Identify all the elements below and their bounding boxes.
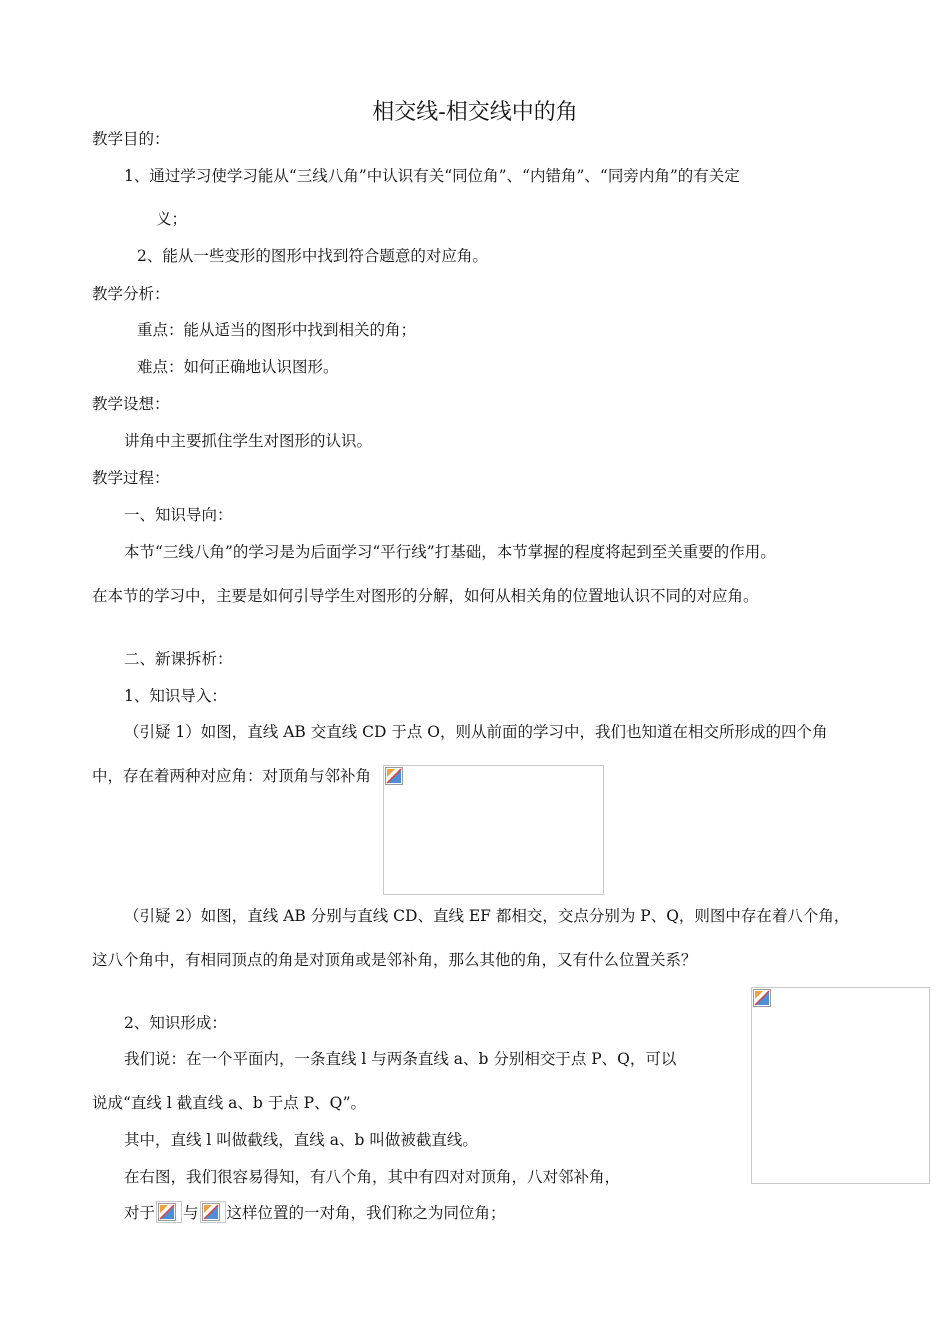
- objective-2: 2、能从一些变形的图形中找到符合题意的对应角。: [137, 247, 488, 265]
- sub1-heading: 1、知识导入：: [124, 687, 227, 705]
- page-title: 相交线-相交线中的角: [372, 100, 578, 125]
- design-heading: 教学设想：: [92, 395, 170, 413]
- formation-paragraph-1-line-1: 我们说：在一个平面内，一条直线 l 与两条直线 a、b 分别相交于点 P、Q，可以: [124, 1050, 677, 1068]
- formation-paragraph-1-line-2: 说成“直线 l 截直线 a、b 于点 P、Q”。: [92, 1094, 367, 1112]
- difficulty: 难点：如何正确地认识图形。: [137, 358, 339, 376]
- formation-p4-middle: 与: [183, 1204, 199, 1222]
- formation-paragraph-2: 其中，直线 l 叫做截线，直线 a、b 叫做被截直线。: [124, 1131, 478, 1149]
- part1-paragraph-line-1: 本节“三线八角”的学习是为后面学习“平行线”打基础，本节掌握的程度将起到至关重要的作用。: [124, 543, 776, 561]
- formation-paragraph-3: 在右图，我们很容易得知，有八个角，其中有四对对顶角，八对邻补角，: [124, 1168, 621, 1186]
- figure-transversal: [751, 987, 930, 1184]
- angle-2-image: [200, 1201, 226, 1223]
- question-2-line-1: （引疑 2）如图，直线 AB 分别与直线 CD、直线 EF 都相交，交点分别为 P、Q，则图中存在着八个角，: [124, 907, 850, 925]
- design-text: 讲角中主要抓住学生对图形的认识。: [124, 432, 373, 450]
- figure-intersecting-lines: [383, 765, 604, 895]
- broken-image-icon: [202, 1203, 220, 1221]
- sub2-heading: 2、知识形成：: [124, 1014, 227, 1032]
- formation-paragraph-4: [124, 1201, 506, 1225]
- part1-heading: 一、知识导向：: [124, 506, 233, 524]
- formation-p4-prefix: 对于: [124, 1204, 156, 1222]
- broken-image-icon: [385, 767, 403, 785]
- angle-1-image: [156, 1201, 182, 1223]
- objective-1-line-1: 1、通过学习使学习能从“三线八角”中认识有关“同位角”、“内错角”、“同旁内角”的有关定: [124, 167, 740, 185]
- question-1-line-1: （引疑 1）如图，直线 AB 交直线 CD 于点 O，则从前面的学习中，我们也知道在相交所形成的四个角: [124, 723, 828, 741]
- objective-1-line-2: 义；: [156, 210, 188, 228]
- objectives-heading: 教学目的：: [92, 130, 170, 148]
- question-1-line-2: 中，存在着两种对应角：对顶角与邻补角: [92, 767, 372, 785]
- broken-image-icon: [158, 1203, 176, 1221]
- process-heading: 教学过程：: [92, 469, 170, 487]
- part2-heading: 二、新课拆析：: [124, 650, 233, 668]
- question-2-line-2: 这八个角中，有相同顶点的角是对顶角或是邻补角，那么其他的角，又有什么位置关系？: [92, 951, 697, 969]
- analysis-heading: 教学分析：: [92, 285, 170, 303]
- key-point: 重点：能从适当的图形中找到相关的角；: [137, 321, 417, 339]
- broken-image-icon: [753, 989, 771, 1007]
- formation-p4-suffix: 这样位置的一对角，我们称之为同位角；: [226, 1204, 506, 1222]
- part1-paragraph-line-2: 在本节的学习中，主要是如何引导学生对图形的分解，如何从相关角的位置地认识不同的对应角。: [92, 587, 759, 605]
